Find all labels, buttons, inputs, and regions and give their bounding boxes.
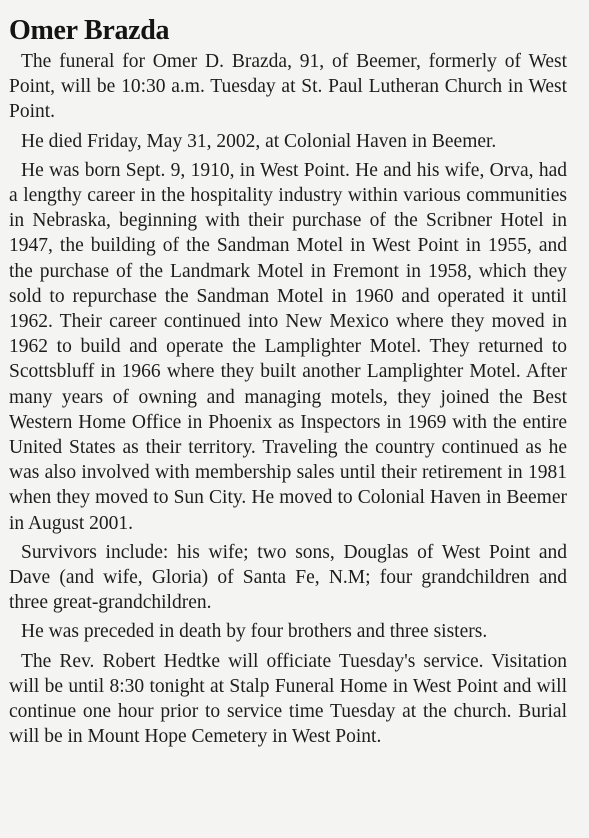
obituary-body: [9, 49, 567, 753]
obituary-headline: Omer Brazda: [9, 15, 170, 46]
paragraph-survivors: Survivors include: his wife; two sons, Douglas of West Point and Dave (and wife, Gloria) of Santa Fe, N.M; four grandchildren and three great-grandchildren.: [9, 541, 567, 614]
paragraph-preceded: He was preceded in death by four brothers and three sisters.: [21, 621, 488, 643]
paragraph-services: The Rev. Robert Hedtke will officiate Tuesday's service. Visitation will be until 8:30 tonight at Stalp Funeral Home in West Point and will continue one hour prior to service time Tuesday at the church. Burial will be in Mount Hope Cemetery in West Point.: [9, 650, 567, 748]
paragraph-funeral: The funeral for Omer D. Brazda, 91, of Beemer, formerly of West Point, will be 10:30 a.m. Tuesday at St. Paul Lutheran Church in West Point.: [9, 51, 567, 123]
paragraph-biography: He was born Sept. 9, 1910, in West Point. He and his wife, Orva, had a lengthy career in the hospitality industry within various communities in Nebraska, beginning with their purchase of the Scribner Hotel in 1947, the building of the Sandman Motel in West Point in 1955, and the purchase of the Landmark Motel in Fremont in 1958, which they sold to repurchase the Sandman Motel in 1960 and operated it until 1962. Their career continued into New Mexico where they moved in 1962 to build and operate the Lamplighter Motel. They returned to Scottsbluff in 1966 where they built another Lamplighter Motel. After many years of owning and managing motels, they joined the Best Western Home Office in Phoenix as Inspectors in 1969 with the entire United States as their territory. Traveling the country continued as he was also involved with membership sales until their retirement in 1981 when they moved to Sun City. He moved to Colonial Haven in Beemer in August 2001.: [9, 159, 567, 534]
paragraph-death: He died Friday, May 31, 2002, at Colonial Haven in Beemer.: [21, 130, 497, 152]
